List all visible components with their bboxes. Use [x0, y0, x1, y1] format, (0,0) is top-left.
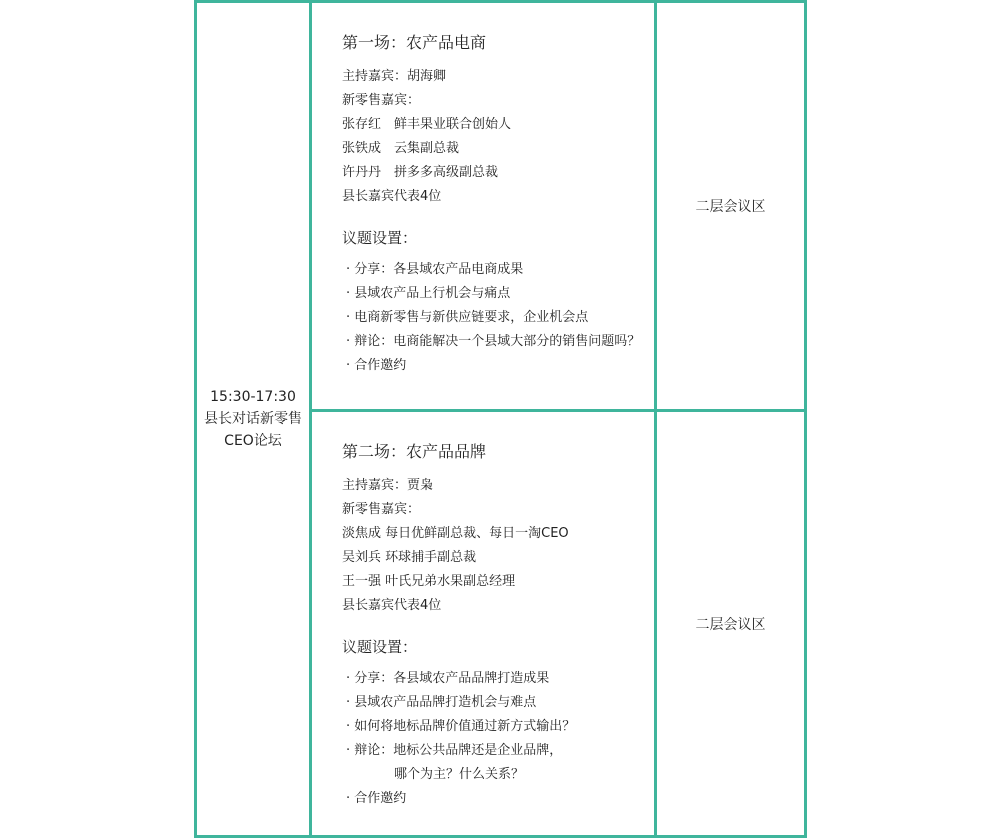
session-title: 第二场：农产品品牌 [342, 442, 487, 461]
topics-label: 议题设置： [342, 229, 418, 247]
topics-label: 议题设置： [342, 638, 418, 656]
topic-item: · 合作邀约 [346, 791, 407, 806]
guests-label: 新零售嘉宾： [342, 502, 421, 517]
topic-item: · 电商新零售与新供应链要求，企业机会点 [346, 310, 589, 325]
agenda-table [194, 0, 807, 838]
topic-continuation: 哪个为主？什么关系？ [394, 767, 525, 782]
guest-line: 王一强 叶氏兄弟水果副总经理 [342, 574, 516, 589]
venue-cell-2 [656, 411, 806, 837]
topic-item: · 辩论：电商能解决一个县域大部分的销售问题吗？ [346, 334, 641, 349]
guests-label: 新零售嘉宾： [342, 93, 421, 108]
topic-item: · 分享：各县域农产品电商成果 [346, 262, 524, 277]
forum-name-line2: CEO论坛 [224, 433, 282, 449]
guest-line: 许丹丹 拼多多高级副总裁 [342, 165, 499, 180]
session-cell-2 [311, 411, 656, 837]
venue-text: 二层会议区 [695, 616, 766, 633]
venue-text: 二层会议区 [695, 199, 766, 215]
session-title: 第一场：农产品电商 [342, 33, 487, 52]
table-row [196, 2, 806, 411]
topic-item: · 如何将地标品牌价值通过新方式输出？ [346, 719, 576, 734]
topic-item: · 县域农产品上行机会与痛点 [346, 286, 511, 301]
time-block [197, 386, 309, 452]
guest-line: 淡焦成 每日优鲜副总裁、每日一淘CEO [342, 526, 569, 541]
topic-item: · 辩论：地标公共品牌还是企业品牌， [346, 743, 563, 758]
time-cell [196, 2, 311, 837]
guest-line: 张铁成 云集副总裁 [342, 141, 460, 156]
guest-line: 县长嘉宾代表4位 [342, 189, 442, 204]
topic-item: · 合作邀约 [346, 358, 407, 373]
topic-item: · 县域农产品品牌打造机会与难点 [346, 695, 537, 710]
guest-line: 吴刘兵 环球捕手副总裁 [342, 550, 477, 565]
topic-item: · 分享：各县域农产品品牌打造成果 [346, 671, 550, 686]
session-time: 15:30-17:30 [210, 389, 296, 405]
guest-line: 县长嘉宾代表4位 [342, 598, 442, 613]
guest-line: 张存红 鲜丰果业联合创始人 [342, 117, 512, 132]
forum-name-line1: 县长对话新零售 [204, 411, 302, 427]
session-cell-1 [311, 2, 656, 411]
host-line: 主持嘉宾：胡海卿 [342, 69, 447, 84]
venue-cell-1 [656, 2, 806, 411]
host-line: 主持嘉宾：贾枭 [342, 478, 434, 493]
